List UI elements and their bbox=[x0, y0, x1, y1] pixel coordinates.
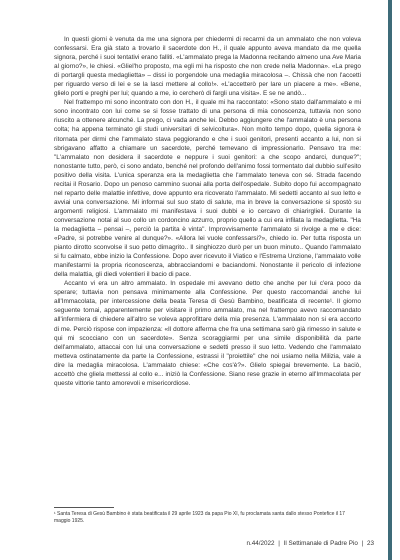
accent-rule bbox=[388, 0, 392, 560]
article-body bbox=[54, 35, 361, 388]
issue-number: n.44/2022 bbox=[246, 540, 275, 547]
paragraph-1: In questi giorni è venuta da me una signora per chiedermi di recarmi da un ammalato che non voleva confessarsi. Era già stato a trovarlo il sacerdote don H., il quale appunto aveva mandato da me quella signora, perché i suoi tentativi erano falliti. «L'ammalato prega la Madonna recitando almeno una Ave Maria al giorno?», le chiesi. «Gliel'ho proposto, ma egli mi ha risposto che non crede nella Madonna». «La prego di portargli questa medaglietta» – dissi io porgendole una medaglia miracolosa –. Chissà che non l'accetti per riguardo verso di lei e se la lasci mettere al collo!». «L'accetterò per lare un piacere a me». «Bene, glielo porti e preghi per lui; quando a me, io cercherò di fargli una visita». E se ne andò... bbox=[54, 36, 361, 98]
footnote-divider bbox=[54, 507, 114, 508]
magazine-name: Il Settimanale di Padre Pio bbox=[283, 540, 358, 547]
footer-separator: | bbox=[361, 540, 364, 547]
paragraph-3: Accanto vi era un altro ammalato. In ospedale mi avevano detto che anche per lui c'era poco da sperare; tuttavia non pensava minimamente alla Confessione. Per questo raccomandai anche lui all'Immacolata, per intercessione della beata Teresa di Gesù Bambino, beatificata di recente¹. Il giorno seguente tornai, apparentemente per visitare il primo ammalato, ma nel frattempo avevo raccomandato all'infermiera di chiedere all'altro se voleva approfittare della mia presenza. L'ammalato non si era accorto di me. Perciò rispose con impazienza: «Il dottore afferma che fra una settimana sarò già rimesso in salute e qui mi scocciano con un sacerdote». Senza scoraggiarmi per una simile disponibilità da parte dell'ammalato, attaccai con lui una conversazione e sedetti presso il suo letto. Vedendo che l'ammalato metteva ostinatamente da parte la Confessione, estrassi il "proiettile" che noi usiamo nella Milizia, vale a dire la medaglia miracolosa. L'ammalato chiese: «Che cos'è?». Glielo spiegai brevemente. La baciò, accettò che gliela mettessi al collo e... iniziò la Confessione. Siano rese grazie in eterno all'Immacolata per queste vittorie tanto amorevoli e misericordiose. bbox=[54, 280, 361, 387]
page-footer bbox=[246, 540, 374, 547]
page-number: 23 bbox=[366, 540, 374, 547]
footer-separator: | bbox=[278, 540, 280, 547]
paragraph-2: Nel frattempo mi sono incontrato con don H., il quale mi ha raccontato: «Sono stato dall'ammalato e mi sono incontrato con lui come se si fosse trattato di una persona di mia conoscenza, tuttavia non sono riuscito a ottenere alcunché. La prego, ci vada anche lei. Debbo aggiungere che l'ammalato è una persona colta; ha appena terminato gli studi universitari di selvicoltura». Non molto tempo dopo, quella signora è ritornata per dirmi che l'ammalato stava peggiorando e che i suoi genitori, presenti accanto a lui, non si sbrigavano affatto a chiamare un sacerdote, perché temevano di impressionarlo. Pensavo tra me: "L'ammalato non desidera il sacerdote e neppure i suoi genitori: a che scopo andarci, dunque?"; nonostante tutto, però, ci sono andato, benché nel profondo dell'animo fossi tormentato dal dubbio sull'esito positivo della visita. L'unica speranza era la medaglietta che l'ammalato teneva con sé. Strada facendo recitai il Rosario. Dopo un penoso cammino suonai alla porta dell'ospedale. Subito dopo fui accompagnato nel reparto delle malattie infettive, dove appunto era ricoverato l'ammalato. Mi sedetti accanto al suo letto e avviai una conversazione. Mi informai sul suo stato di salute, ma in breve la conversazione si spostò su argomenti religiosi. L'ammalato mi manifestava i suoi dubbi e io cercavo di chiarirglieli. Durante la conversazione notai al suo collo un cordoncino azzurro, proprio quello a cui era infilata la medaglietta. "Ha la medaglietta – pensai –, perciò la partita è vinta". Improvvisamente l'ammalato si rivolge a me e dice: «Padre, si potrebbe venire al dunque?». «Allora lei vuole confessarsi?», chiedo io. Per tutta risposta un pianto dirotto sconvolse il suo petto dimagrito.. Il singhiozzo durò per un buon minuto.. Quando l'ammalato si fu calmato, ebbe inizio la Confessione. Dopo aver ricevuto il Viatico e l'Estrema Unzione, l'ammalato volle manifestarmi la propria riconoscenza, abbracciandomi e baciandomi. Nonostante il pericolo di infezione della malattia, gli diedi volentieri il bacio di pace. bbox=[54, 99, 361, 279]
footnote: ¹ Santa Teresa di Gesù Bambino è stata beatificata il 29 aprile 1923 da papa Pio XI, fu proclamata santa dallo stesso Pontefice il 17 maggio 1925. bbox=[54, 511, 345, 524]
